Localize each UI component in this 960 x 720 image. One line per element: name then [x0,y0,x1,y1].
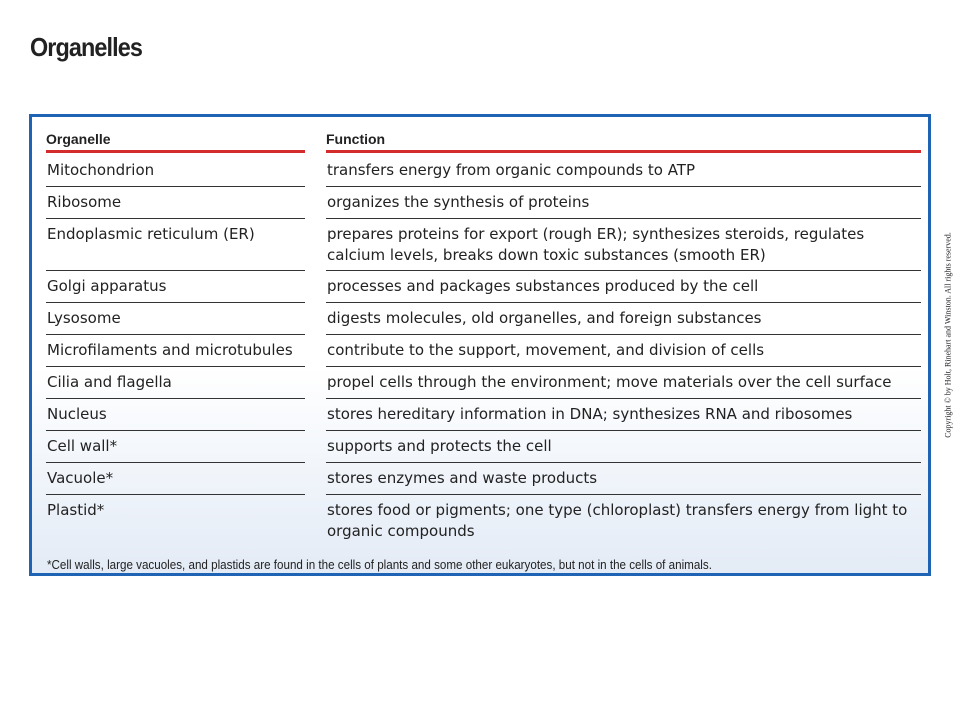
header-organelle: Organelle [46,131,305,153]
function-cell: contribute to the support, movement, and division of cells [327,341,765,359]
table-row [32,431,928,463]
organelle-cell: Plastid* [47,501,105,519]
table-footnote: *Cell walls, large vacuoles, and plastids are found in the cells of plants and some other eukaryotes, but not in the cells of animals. [47,558,712,572]
table-body [32,155,928,547]
table-row [32,219,928,271]
organelle-cell: Vacuole* [47,469,114,487]
function-cell: transfers energy from organic compounds to ATP [327,161,695,179]
header-function: Function [326,131,921,153]
organelle-cell: Nucleus [47,405,107,423]
table-row [32,271,928,303]
table-row [32,187,928,219]
organelle-cell: Ribosome [47,193,122,211]
table-row [32,303,928,335]
table-row [32,463,928,495]
table-row [32,495,928,547]
copyright-notice: Copyright © by Holt, Rinehart and Winston. All rights reserved. [943,232,953,438]
organelle-cell: Mitochondrion [47,161,155,179]
organelle-cell: Lysosome [47,309,121,327]
table-row [32,367,928,399]
table-row [32,335,928,367]
function-cell: stores hereditary information in DNA; synthesizes RNA and ribosomes [327,405,853,423]
function-cell: supports and protects the cell [327,437,552,455]
organelle-cell: Cilia and flagella [47,373,172,391]
function-cell: organizes the synthesis of proteins [327,193,590,211]
function-cell: digests molecules, old organelles, and foreign substances [327,309,762,327]
organelle-cell: Golgi apparatus [47,277,167,295]
organelle-cell: Endoplasmic reticulum (ER) [47,225,255,243]
function-cell: prepares proteins for export (rough ER); synthesizes steroids, regulates calcium levels, breaks down toxic substances (smooth ER) [327,225,865,264]
function-cell: propel cells through the environment; move materials over the cell surface [327,373,892,391]
organelles-table [29,114,931,576]
function-cell: stores food or pigments; one type (chloroplast) transfers energy from light to organic compounds [327,501,908,540]
organelle-cell: Cell wall* [47,437,118,455]
function-cell: processes and packages substances produced by the cell [327,277,759,295]
function-cell: stores enzymes and waste products [327,469,598,487]
table-row [32,399,928,431]
table-header [32,127,928,155]
table-row [32,155,928,187]
organelle-cell: Microfilaments and microtubules [47,341,293,359]
page-title: Organelles [30,32,142,62]
